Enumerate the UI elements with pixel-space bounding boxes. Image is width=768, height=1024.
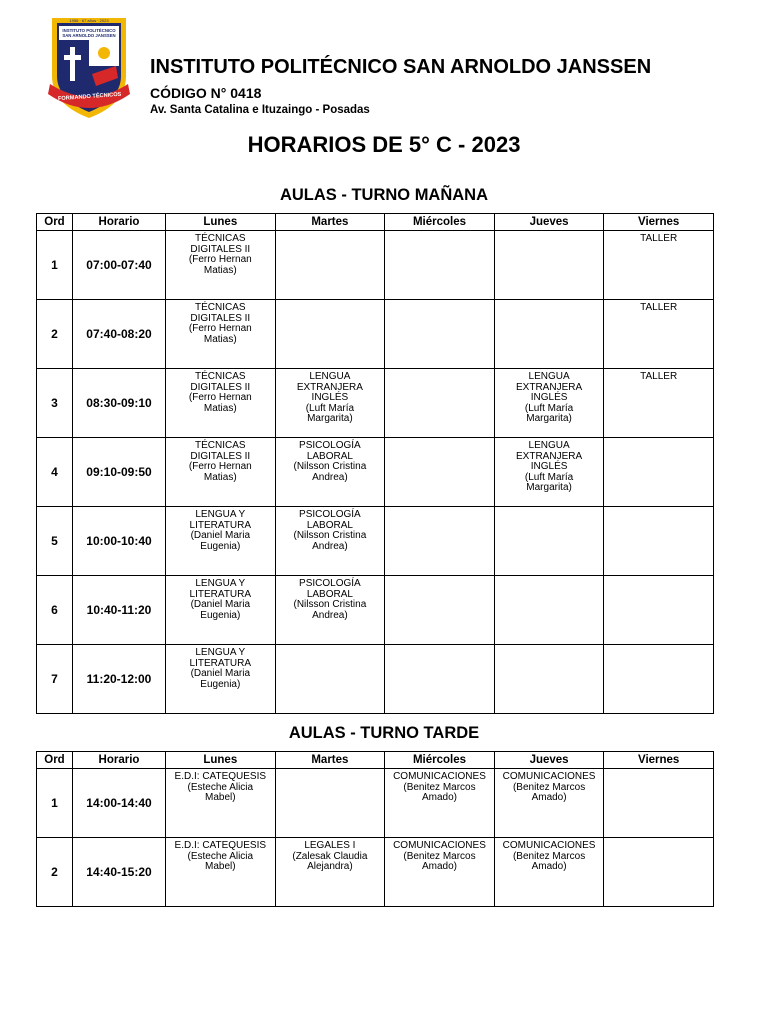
subject-cell-jueves: [494, 438, 604, 507]
subject-text: [495, 300, 604, 303]
subject-text: [495, 645, 604, 648]
subject-cell-jueves: [494, 231, 604, 300]
subject-text: [495, 231, 604, 234]
subject-cell-miercoles: [385, 300, 495, 369]
column-header: Martes: [275, 214, 385, 231]
subject-cell-lunes: [166, 438, 276, 507]
table-row: [37, 769, 714, 838]
subject-text: [385, 507, 494, 510]
table-row: [37, 645, 714, 714]
subject-text: PSICOLOGÍA LABORAL (Nilsson Cristina Andrea): [293, 440, 367, 483]
column-header: Miércoles: [385, 752, 495, 769]
subject-cell-lunes: [166, 507, 276, 576]
subject-cell-jueves: [494, 645, 604, 714]
ord-cell: 5: [37, 507, 73, 576]
subject-cell-miercoles: [385, 576, 495, 645]
subject-text: PSICOLOGÍA LABORAL (Nilsson Cristina Andrea): [293, 578, 367, 621]
subject-text: COMUNICACIONES (Benitez Marcos Amado): [393, 840, 486, 872]
table-row: [37, 507, 714, 576]
subject-cell-martes: [275, 300, 385, 369]
subject-cell-miercoles: [385, 769, 495, 838]
subject-cell-jueves: [494, 769, 604, 838]
subject-text: TÉCNICAS DIGITALES II (Ferro Hernan Matias): [188, 302, 252, 345]
ord-cell: 6: [37, 576, 73, 645]
table-row: [37, 231, 714, 300]
logo-top-text: INSTITUTO POLITÉCNICO SAN ARNOLDO JANSSEN: [62, 28, 116, 38]
page-title: HORARIOS DE 5° C - 2023: [247, 132, 521, 157]
subject-cell-lunes: [166, 645, 276, 714]
subject-text: [604, 838, 713, 841]
subject-text: [604, 507, 713, 510]
institution-name: INSTITUTO POLITÉCNICO SAN ARNOLDO JANSSEN: [150, 56, 652, 78]
subject-cell-jueves: [494, 300, 604, 369]
time-cell: 07:00-07:40: [73, 231, 166, 300]
table-header-row: [37, 752, 714, 769]
subject-cell-lunes: [166, 576, 276, 645]
table-header-row: [37, 214, 714, 231]
subject-text: LENGUA EXTRANJERA INGLÉS (Luft María Margarita): [516, 440, 583, 493]
subject-text: LENGUA Y LITERATURA (Daniel Maria Eugenia): [189, 647, 252, 690]
subject-text: LENGUA Y LITERATURA (Daniel Maria Eugenia): [189, 578, 252, 621]
subject-text: [385, 576, 494, 579]
subject-text: TALLER: [640, 233, 678, 244]
ord-cell: 2: [37, 300, 73, 369]
afternoon-schedule-table: [36, 751, 714, 907]
subject-text: [276, 645, 385, 648]
subject-text: [276, 769, 385, 772]
column-header: Horario: [73, 214, 166, 231]
table-row: [37, 369, 714, 438]
subject-cell-miercoles: [385, 507, 495, 576]
subject-cell-martes: [275, 645, 385, 714]
subject-cell-jueves: [494, 576, 604, 645]
time-cell: 09:10-09:50: [73, 438, 166, 507]
ord-cell: 7: [37, 645, 73, 714]
column-header: Ord: [37, 752, 73, 769]
table-row: [37, 576, 714, 645]
subject-cell-miercoles: [385, 438, 495, 507]
subject-cell-viernes: [604, 300, 714, 369]
column-header: Viernes: [604, 214, 714, 231]
column-header: Miércoles: [385, 214, 495, 231]
subject-text: [604, 645, 713, 648]
time-cell: 14:40-15:20: [73, 838, 166, 907]
subject-cell-martes: [275, 507, 385, 576]
column-header: Viernes: [604, 752, 714, 769]
ord-cell: 1: [37, 231, 73, 300]
subject-cell-lunes: [166, 231, 276, 300]
column-header: Horario: [73, 752, 166, 769]
subject-cell-jueves: [494, 369, 604, 438]
institution-code: CÓDIGO N° 0418: [150, 85, 262, 101]
subject-cell-jueves: [494, 507, 604, 576]
subject-text: [276, 300, 385, 303]
subject-text: [385, 369, 494, 372]
subject-cell-lunes: [166, 769, 276, 838]
column-header: Ord: [37, 214, 73, 231]
subject-cell-lunes: [166, 838, 276, 907]
subject-cell-miercoles: [385, 838, 495, 907]
subject-cell-lunes: [166, 300, 276, 369]
time-cell: 07:40-08:20: [73, 300, 166, 369]
subject-text: [495, 576, 604, 579]
table-row: [37, 300, 714, 369]
ord-cell: 4: [37, 438, 73, 507]
column-header: Jueves: [494, 214, 604, 231]
column-header: Jueves: [494, 752, 604, 769]
table-row: [37, 438, 714, 507]
morning-schedule-table: [36, 213, 714, 714]
subject-text: [604, 769, 713, 772]
subject-text: LENGUA EXTRANJERA INGLÉS (Luft María Margarita): [516, 371, 583, 424]
subject-cell-martes: [275, 369, 385, 438]
time-cell: 14:00-14:40: [73, 769, 166, 838]
subject-text: E.D.I: CATEQUESIS (Esteche Alicia Mabel): [174, 840, 267, 872]
morning-section-title: AULAS - TURNO MAÑANA: [279, 186, 489, 204]
institution-address: Av. Santa Catalina e Ituzaingo - Posadas: [150, 104, 370, 116]
ord-cell: 3: [37, 369, 73, 438]
subject-text: TALLER: [640, 371, 678, 382]
table-row: [37, 838, 714, 907]
subject-text: E.D.I: CATEQUESIS (Esteche Alicia Mabel): [174, 771, 267, 803]
subject-cell-viernes: [604, 838, 714, 907]
subject-cell-martes: [275, 769, 385, 838]
time-cell: 10:00-10:40: [73, 507, 166, 576]
subject-text: TÉCNICAS DIGITALES II (Ferro Hernan Matias): [188, 440, 252, 483]
subject-text: COMUNICACIONES (Benitez Marcos Amado): [502, 840, 596, 872]
subject-cell-martes: [275, 231, 385, 300]
subject-cell-miercoles: [385, 369, 495, 438]
time-cell: 08:30-09:10: [73, 369, 166, 438]
subject-cell-martes: [275, 438, 385, 507]
subject-cell-martes: [275, 838, 385, 907]
subject-text: TÉCNICAS DIGITALES II (Ferro Hernan Matias): [188, 371, 252, 414]
column-header: Martes: [275, 752, 385, 769]
column-header: Lunes: [166, 752, 276, 769]
ord-cell: 1: [37, 769, 73, 838]
subject-cell-jueves: [494, 838, 604, 907]
subject-text: [385, 231, 494, 234]
ord-cell: 2: [37, 838, 73, 907]
logo-years: 1956 · 67 años · 2023: [69, 18, 109, 23]
subject-cell-viernes: [604, 231, 714, 300]
column-header: Lunes: [166, 214, 276, 231]
time-cell: 10:40-11:20: [73, 576, 166, 645]
subject-cell-viernes: [604, 438, 714, 507]
subject-text: [385, 645, 494, 648]
logo-ribbon-text: FORMANDO TÉCNICOS: [57, 91, 122, 103]
subject-text: TÉCNICAS DIGITALES II (Ferro Hernan Matias): [188, 233, 252, 276]
subject-cell-miercoles: [385, 231, 495, 300]
subject-cell-viernes: [604, 507, 714, 576]
subject-text: [385, 300, 494, 303]
subject-text: LEGALES I (Zalesak Claudia Alejandra): [292, 840, 368, 872]
subject-cell-viernes: [604, 769, 714, 838]
subject-cell-martes: [275, 576, 385, 645]
subject-text: LENGUA Y LITERATURA (Daniel Maria Eugenia): [189, 509, 252, 552]
subject-text: [604, 576, 713, 579]
subject-text: COMUNICACIONES (Benitez Marcos Amado): [393, 771, 486, 803]
subject-text: LENGUA EXTRANJERA INGLÉS (Luft María Margarita): [296, 371, 363, 424]
subject-cell-miercoles: [385, 645, 495, 714]
subject-text: [276, 231, 385, 234]
subject-cell-viernes: [604, 645, 714, 714]
subject-cell-viernes: [604, 369, 714, 438]
time-cell: 11:20-12:00: [73, 645, 166, 714]
subject-text: [604, 438, 713, 441]
subject-cell-viernes: [604, 576, 714, 645]
institute-logo: [46, 14, 132, 120]
subject-text: COMUNICACIONES (Benitez Marcos Amado): [502, 771, 596, 803]
subject-text: [495, 507, 604, 510]
subject-text: [385, 438, 494, 441]
subject-cell-lunes: [166, 369, 276, 438]
subject-text: TALLER: [640, 302, 678, 313]
afternoon-section-title: AULAS - TURNO TARDE: [288, 724, 480, 742]
subject-text: PSICOLOGÍA LABORAL (Nilsson Cristina Andrea): [293, 509, 367, 552]
